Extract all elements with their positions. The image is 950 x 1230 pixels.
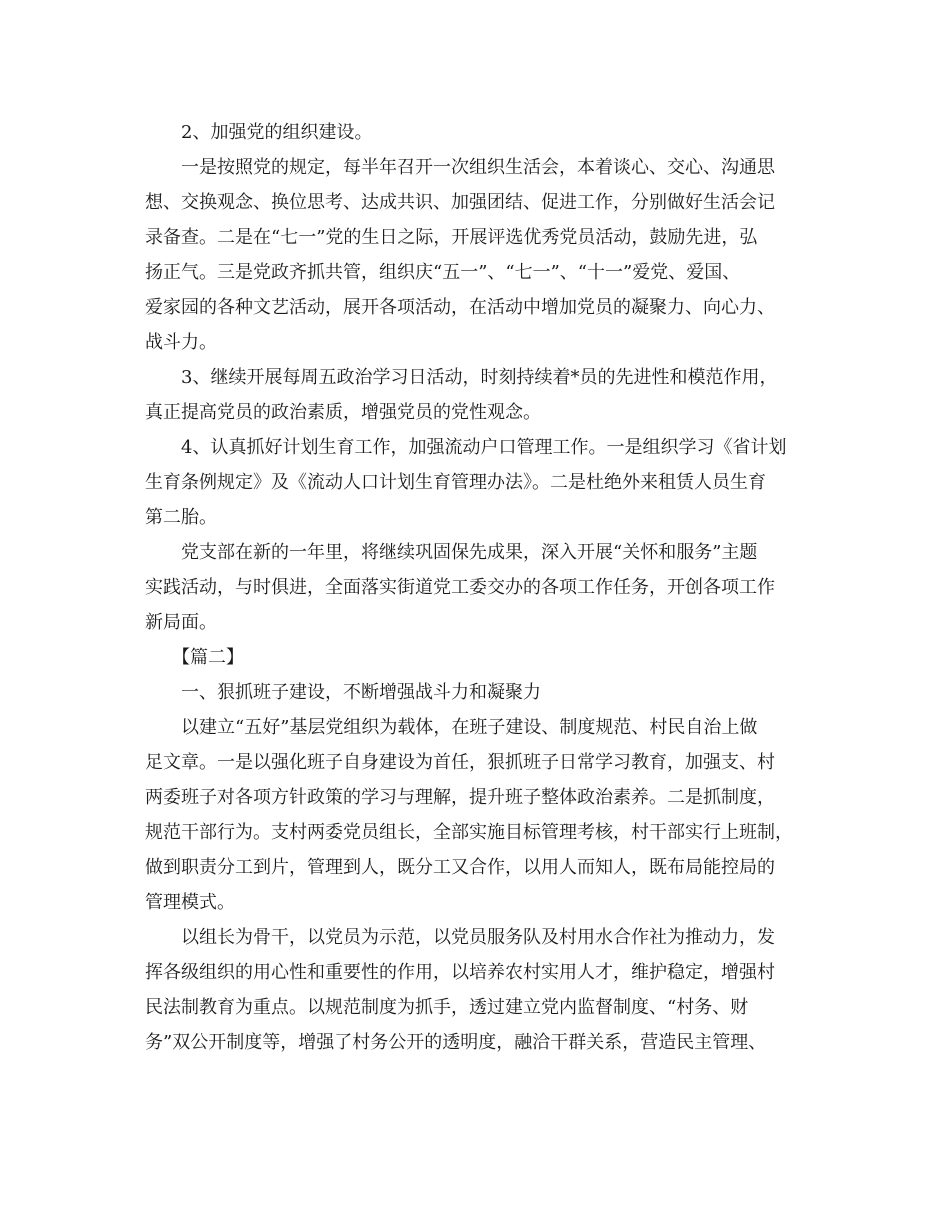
text-line: 以建立“五好”基层党组织为载体，在班子建设、制度规范、村民自治上做 — [181, 717, 758, 738]
text-line: 【篇二】 — [172, 647, 244, 668]
text-line: 务”双公开制度等，增强了村务公开的透明度，融洽干群关系，营造民主管理、 — [145, 1032, 767, 1053]
text-line: 党支部在新的一年里，将继续巩固保先成果，深入开展“关怀和服务”主题 — [181, 542, 758, 563]
paragraph — [145, 115, 810, 150]
text-line: 足文章。一是以强化班子自身建设为首任，狠抓班子日常学习教育，加强支、村 — [145, 752, 775, 773]
paragraph — [145, 920, 810, 1060]
text-line: 真正提高党员的政治素质，增强党员的党性观念。 — [145, 402, 541, 423]
paragraph — [145, 710, 810, 920]
text-line: 录备查。二是在“七一”党的生日之际，开展评选优秀党员活动，鼓励先进，弘 — [145, 227, 758, 248]
text-line: 想、交换观念、换位思考、达成共识、加强团结、促进工作，分别做好生活会记 — [145, 192, 775, 213]
text-line: 生育条例规定》及《流动人口计划生育管理办法》。二是杜绝外来租赁人员生育 — [145, 472, 766, 493]
paragraph — [145, 430, 810, 535]
text-line: 管理模式。 — [145, 892, 235, 913]
text-line: 两委班子对各项方针政策的学习与理解，提升班子整体政治素养。二是抓制度， — [145, 787, 775, 808]
text-line: 3、继续开展每周五政治学习日活动，时刻持续着*员的先进性和模范作用， — [181, 367, 778, 388]
text-line: 做到职责分工到片，管理到人，既分工又合作，以用人而知人，既布局能控局的 — [145, 857, 775, 878]
text-line: 一、狠抓班子建设，不断增强战斗力和凝聚力 — [181, 682, 541, 703]
section-heading — [145, 640, 810, 675]
text-line: 扬正气。三是党政齐抓共管，组织庆“五一”、“七一”、“十一”爱党、爱国、 — [145, 262, 741, 283]
text-line: 战斗力。 — [145, 332, 217, 353]
text-line: 4、认真抓好计划生育工作，加强流动户口管理工作。一是组织学习《省计划 — [181, 437, 787, 458]
text-line: 新局面。 — [145, 612, 217, 633]
text-line: 实践活动，与时俱进，全面落实街道党工委交办的各项工作任务，开创各项工作 — [145, 577, 775, 598]
paragraph — [145, 675, 810, 710]
paragraph — [145, 150, 810, 360]
paragraph — [145, 360, 810, 430]
text-line: 民法制教育为重点。以规范制度为抓手，透过建立党内监督制度、“村务、财 — [145, 997, 749, 1018]
text-line: 2、加强党的组织建设。 — [181, 122, 373, 143]
text-line: 第二胎。 — [145, 507, 217, 528]
text-line: 规范干部行为。支村两委党员组长，全部实施目标管理考核，村干部实行上班制， — [145, 822, 793, 843]
paragraph — [145, 535, 810, 640]
text-line: 一是按照党的规定，每半年召开一次组织生活会，本着谈心、交心、沟通思 — [181, 157, 775, 178]
document-body — [145, 115, 810, 1060]
text-line: 挥各级组织的用心性和重要性的作用，以培养农村实用人才，维护稳定，增强村 — [145, 962, 775, 983]
text-line: 爱家园的各种文艺活动，展开各项活动，在活动中增加党员的凝聚力、向心力、 — [145, 297, 775, 318]
text-line: 以组长为骨干，以党员为示范，以党员服务队及村用水合作社为推动力，发 — [181, 927, 775, 948]
